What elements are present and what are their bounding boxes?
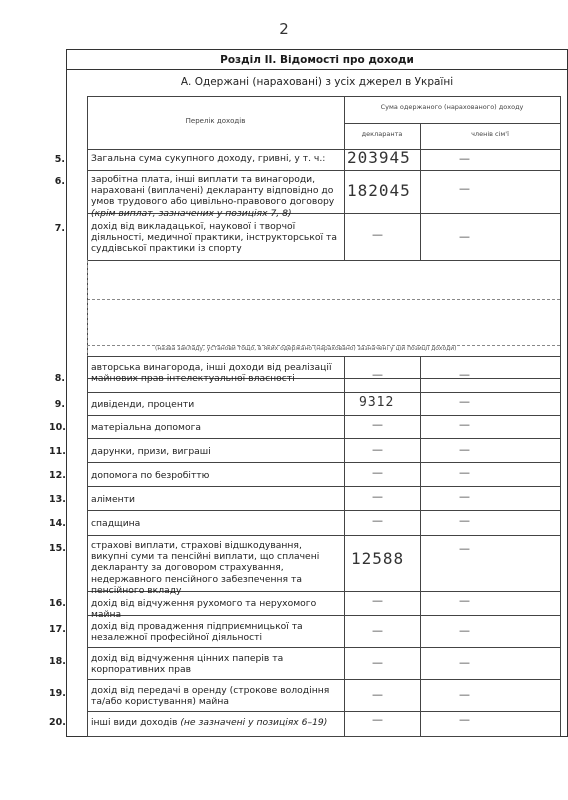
row-num: 10.	[49, 422, 66, 433]
family-value: —	[459, 688, 470, 701]
declarant-value: 203945	[347, 148, 411, 167]
family-value: —	[459, 230, 470, 243]
family-value: —	[459, 542, 470, 555]
row-num: 5.	[54, 154, 65, 165]
row-num: 8.	[54, 373, 65, 384]
family-value: —	[459, 368, 470, 381]
row-text: авторська винагорода, інші доходи від реалізації майнових прав інтелектуальної власності	[91, 362, 332, 385]
declarant-value: 182045	[347, 181, 411, 200]
row-num: 19.	[49, 688, 66, 699]
header-sum: Сума одержаного (нарахованого) доходу	[380, 103, 524, 111]
family-value: —	[459, 182, 470, 195]
row-text: дохід від провадження підприємницької та незалежної професійної діяльності	[91, 621, 303, 644]
row-text: страхові виплати, страхові відшкодування, викупні суми та пенсійні виплати, що сплачені декларанту за договором страхування, недержавного пенсійного забезпечення та пенсійного вкладу	[91, 540, 320, 596]
row-text: дохід від викладацької, наукової і творчої діяльності, медичної практики, інструкторської та суддівської практики із спорту	[91, 221, 337, 255]
row-num: 12.	[49, 470, 66, 481]
row-text: дохід від відчуження цінних паперів та корпоративних прав	[91, 653, 284, 676]
family-value: —	[459, 490, 470, 503]
income-section-frame	[49, 49, 568, 737]
row-num: 11.	[49, 446, 66, 457]
header-declarant: декларанта	[361, 130, 403, 138]
header-family: членів сім'ї	[471, 130, 509, 138]
row-text: заробітна плата, інші виплати та винагороди, нараховані (виплачені) декларанту відповідно до умов трудового або цивільно-правового договору (крім виплат, зазначених у позиціях 7, 8)	[91, 174, 335, 219]
declarant-value: —	[372, 443, 383, 456]
family-value: —	[459, 514, 470, 527]
family-value: —	[459, 624, 470, 637]
declarant-value: —	[372, 713, 383, 726]
row-text: спадщина	[91, 518, 141, 529]
section-title: Розділ ІІ. Відомості про доходи	[67, 50, 567, 70]
family-value: —	[459, 443, 470, 456]
declarant-value: —	[372, 228, 383, 241]
row-text: дивіденди, проценти	[91, 399, 195, 410]
family-value: —	[459, 395, 470, 408]
declarant-value: —	[372, 688, 383, 701]
declarant-value: —	[372, 656, 383, 669]
row-num: 17.	[49, 624, 66, 635]
family-value: —	[459, 656, 470, 669]
row-text: дохід від відчуження рухомого та нерухомого майна	[91, 598, 317, 621]
row-text: дарунки, призи, виграші	[91, 446, 211, 457]
row-text: аліменти	[91, 494, 135, 505]
declarant-value: —	[372, 418, 383, 431]
row-num: 16.	[49, 598, 66, 609]
family-value: —	[459, 713, 470, 726]
row-num: 18.	[49, 656, 66, 667]
row-num: 6.	[54, 176, 65, 187]
family-value: —	[459, 418, 470, 431]
row-num: 20.	[49, 717, 66, 728]
row-num: 14.	[49, 518, 66, 529]
declarant-value: —	[372, 490, 383, 503]
institution-note: (назва закладу, установи тощо, в яких одержано (нараховано) зазначені у цій позиції доходи)	[155, 345, 457, 352]
family-value: —	[459, 594, 470, 607]
row-text: допомога по безробіттю	[91, 470, 210, 481]
declarant-value: —	[372, 624, 383, 637]
row-text: Загальна сума сукупного доходу, гривні, у т. ч.:	[91, 153, 326, 164]
declarant-value: —	[372, 514, 383, 527]
declarant-value: —	[372, 594, 383, 607]
page-number: 2	[279, 20, 289, 38]
family-value: —	[459, 466, 470, 479]
row-num: 15.	[49, 543, 66, 554]
row-text: дохід від передачі в оренду (строкове володіння та/або користування) майна	[91, 685, 330, 708]
row-num: 7.	[54, 223, 65, 234]
row-num: 9.	[54, 399, 65, 410]
header-list: Перелік доходів	[185, 117, 246, 125]
section-subtitle: А. Одержані (нараховані) з усіх джерел в Україні	[180, 76, 454, 88]
row-text: матеріальна допомога	[91, 422, 202, 433]
family-value: —	[459, 152, 470, 165]
row-num: 13.	[49, 494, 66, 505]
declarant-value: —	[372, 368, 383, 381]
declarant-value: 12588	[351, 549, 405, 568]
row-text: інші види доходів (не зазначені у позиціях 6–19)	[91, 717, 328, 728]
declarant-value: —	[372, 466, 383, 479]
declarant-value: 9312	[359, 395, 395, 410]
